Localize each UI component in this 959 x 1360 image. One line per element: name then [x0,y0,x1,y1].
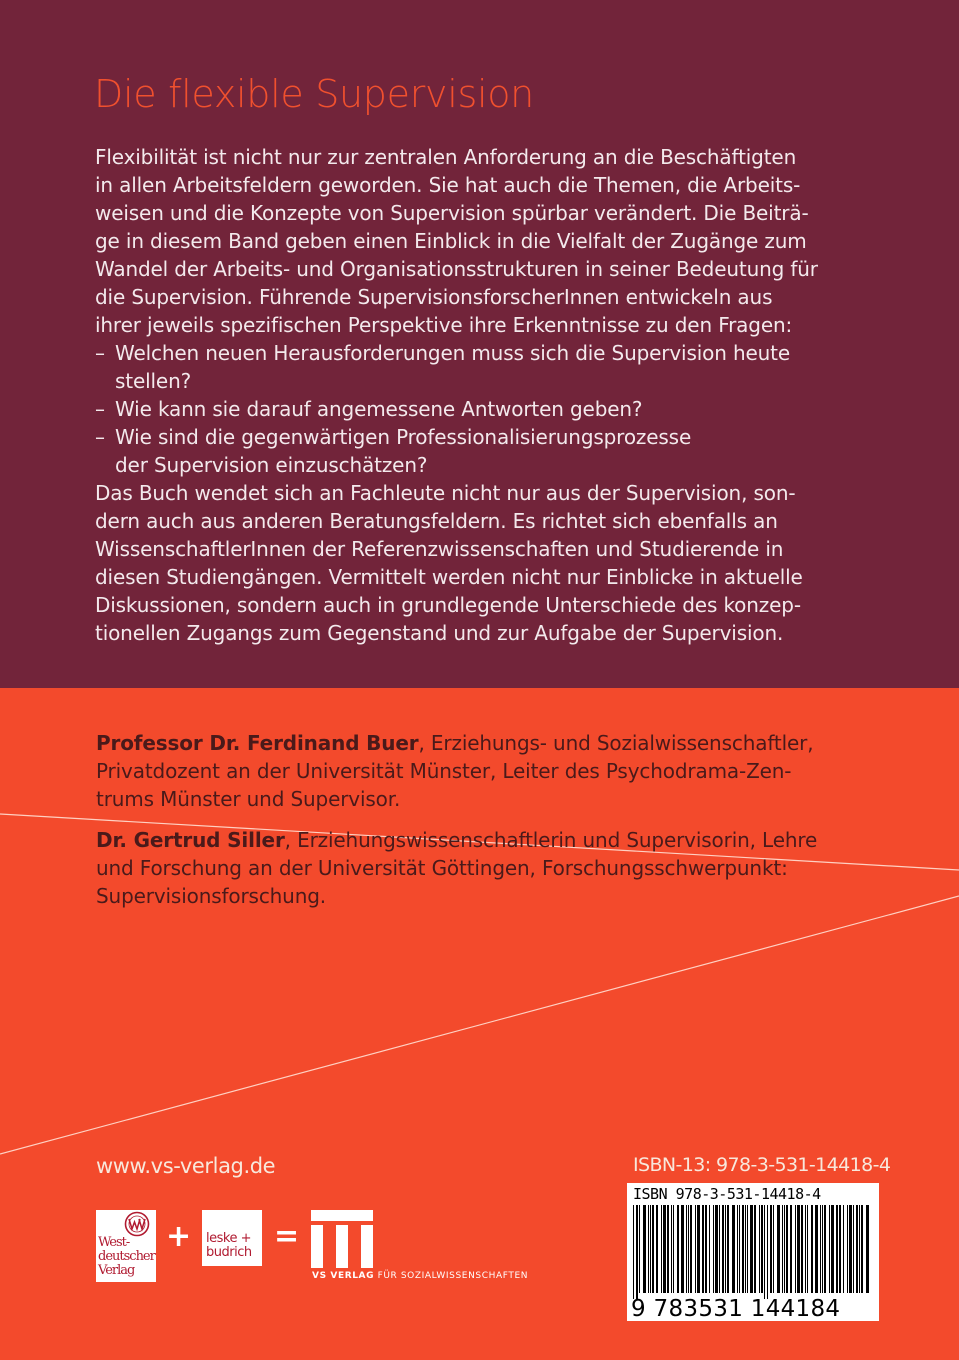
barcode-bar [759,1205,760,1293]
barcode-bar [725,1205,726,1293]
closing-line: diesen Studiengängen. Vermittelt werden nicht nur Einblicke in aktuelle [95,565,803,589]
barcode-bar [815,1205,818,1293]
barcode-bar [739,1205,740,1293]
barcode-bar [697,1205,700,1293]
leske-budrich-logo-text: leske + budrich [206,1231,252,1260]
question-item [95,423,895,451]
barcode-bar [786,1205,788,1293]
question-continuation: der Supervision einzuschätzen? [115,453,428,477]
barcode-bar [843,1205,844,1293]
barcode-bar [673,1205,674,1293]
blurb-line: weisen und die Konzepte von Supervision spürbar verändert. Die Beiträ- [95,201,809,225]
author-bio-line: und Forschung an der Universität Göttingen, Forschungsschwerpunkt: [96,856,788,880]
blurb-line: ge in diesem Band geben einen Einblick in die Vielfalt der Zugänge zum [95,229,807,253]
isbn-label: ISBN-13: 978-3-531-14418-4 [633,1154,891,1176]
barcode-bar [715,1205,718,1293]
barcode-bar [795,1205,796,1293]
vs-verlag-label [312,1271,528,1281]
barcode-bar [754,1205,756,1293]
author-name: Professor Dr. Ferdinand Buer [96,731,419,755]
vs-verlag-label-rest: FÜR SOZIALWISSENSCHAFTEN [374,1271,529,1281]
question-text: Wie sind die gegenwärtigen Professionalisierungsprozesse [115,425,692,449]
westdeutscher-verlag-logo [96,1210,156,1282]
question-text: Welchen neuen Herausforderungen muss sich die Supervision heute [115,341,791,365]
closing-line: tionellen Zugangs zum Gegenstand und zur Aufgabe der Supervision. [95,621,784,645]
barcode-bar [750,1205,753,1293]
dash: – [95,425,105,449]
author-name: Dr. Gertrud Siller [96,828,285,852]
blurb-line: ihrer jeweils spezifischen Perspektive ihre Erkenntnisse zu den Fragen: [95,313,793,337]
barcode-bar [782,1205,783,1293]
barcode [627,1183,879,1321]
barcode-bar [777,1205,780,1293]
barcode-isbn-text: ISBN 978-3-531-14418-4 [633,1185,821,1203]
barcode-bar [805,1205,806,1293]
barcode-bar [690,1205,692,1293]
barcode-bar [822,1205,823,1293]
author-bio-line [96,729,896,757]
blurb-line: die Supervision. Führende SupervisionsforscherInnen entwickeln aus [95,285,773,309]
barcode-bar [671,1205,672,1293]
author-bio-siller [96,826,896,910]
closing-line: Das Buch wendet sich an Fachleute nicht nur aus der Supervision, son- [95,481,796,505]
barcode-bar [650,1205,651,1293]
dash: – [95,397,105,421]
barcode-bar [866,1205,869,1293]
equals-sign: = [274,1219,300,1254]
deco-line-2 [0,896,959,1154]
barcode-bar [719,1205,720,1293]
barcode-bar [773,1205,774,1293]
barcode-digits: 9 783531 144184 [631,1296,841,1322]
barcode-bar [761,1205,763,1293]
barcode-bar [831,1205,834,1293]
barcode-bar [652,1205,654,1293]
barcode-bar [853,1205,854,1293]
dash: – [95,341,105,365]
author-bio-text: , Erziehungswissenschaftlerin und Supervisorin, Lehre [284,828,818,852]
barcode-bar [636,1205,638,1299]
barcode-bar [742,1205,744,1293]
barcode-bar [663,1205,666,1293]
publisher-website[interactable]: www.vs-verlag.de [96,1154,276,1178]
barcode-bar [656,1205,658,1293]
barcode-bar [856,1205,858,1293]
plus-sign: + [166,1219,192,1254]
question-text: Wie kann sie darauf angemessene Antworten geben? [115,397,643,421]
barcode-bar [688,1205,689,1293]
westdeutscher-logo-text: West-deutscher Verlag [98,1235,155,1278]
blurb-line: Flexibilität ist nicht nur zur zentralen Anforderung an die Beschäftigten [95,145,797,169]
barcode-bar [784,1205,785,1293]
question-continuation: stellen? [115,369,192,393]
barcode-bar [667,1205,669,1293]
barcode-bar [702,1205,704,1293]
blurb-line: Wandel der Arbeits- und Organisationsstrukturen in seiner Bedeutung für [95,257,818,281]
barcode-bar [732,1205,735,1293]
question-item [95,395,895,423]
author-bio-line: trums Münster und Supervisor. [96,787,401,811]
barcode-bar [767,1205,768,1299]
barcode-bar [764,1205,765,1299]
vs-columns-icon [311,1210,373,1268]
barcode-bar [847,1205,848,1293]
barcode-bar [677,1205,679,1293]
barcode-bar [639,1205,640,1293]
barcode-bar [859,1205,860,1293]
barcode-bar [709,1205,710,1293]
barcode-bar [705,1205,707,1293]
barcode-bar [829,1205,830,1293]
barcode-bar [824,1205,826,1293]
leske-budrich-logo [202,1210,262,1266]
barcode-bar [648,1205,649,1293]
barcode-bar [643,1205,646,1293]
author-bio-buer [96,729,896,813]
closing-line: WissenschaftlerInnen der Referenzwissenschaften und Studierende in [95,537,784,561]
barcode-bar [861,1205,863,1293]
wv-seal-icon [120,1211,154,1237]
barcode-bar [737,1205,738,1293]
author-bio-line: Supervisionsforschung. [96,884,326,908]
barcode-bar [839,1205,841,1293]
author-bio-line [96,826,896,854]
author-bio-text: , Erziehungs- und Sozialwissenschaftler, [418,731,814,755]
barcode-bar [801,1205,803,1293]
barcode-bar [727,1205,729,1293]
book-title: Die flexible Supervision [94,72,534,116]
barcode-bar [695,1205,696,1293]
barcode-bar [797,1205,800,1293]
barcode-bar [681,1205,684,1293]
barcode-bar [790,1205,792,1293]
barcode-bar [849,1205,852,1293]
barcode-bar [661,1205,662,1293]
question-item [95,339,895,367]
barcode-bar [633,1205,634,1299]
barcode-bar [811,1205,813,1293]
blurb-line: in allen Arbeitsfeldern geworden. Sie hat auch die Themen, die Arbeits- [95,173,801,197]
closing-line: Diskussionen, sondern auch in grundlegende Unterschiede des konzep- [95,593,801,617]
vs-verlag-label-bold: VS VERLAG [312,1271,375,1281]
barcode-bar [747,1205,748,1293]
barcode-bar [807,1205,808,1293]
barcode-bar [770,1205,772,1293]
barcode-bar [820,1205,821,1293]
author-bio-line: Privatdozent an der Universität Münster, Leiter des Psychodrama-Zen- [96,759,792,783]
barcode-bar [836,1205,838,1293]
closing-line: dern auch aus anderen Beratungsfeldern. Es richtet sich ebenfalls an [95,509,778,533]
book-blurb [95,143,895,647]
barcode-bar [722,1205,724,1293]
barcode-bar [686,1205,687,1293]
barcode-bar [745,1205,746,1293]
barcode-bar [713,1205,714,1293]
